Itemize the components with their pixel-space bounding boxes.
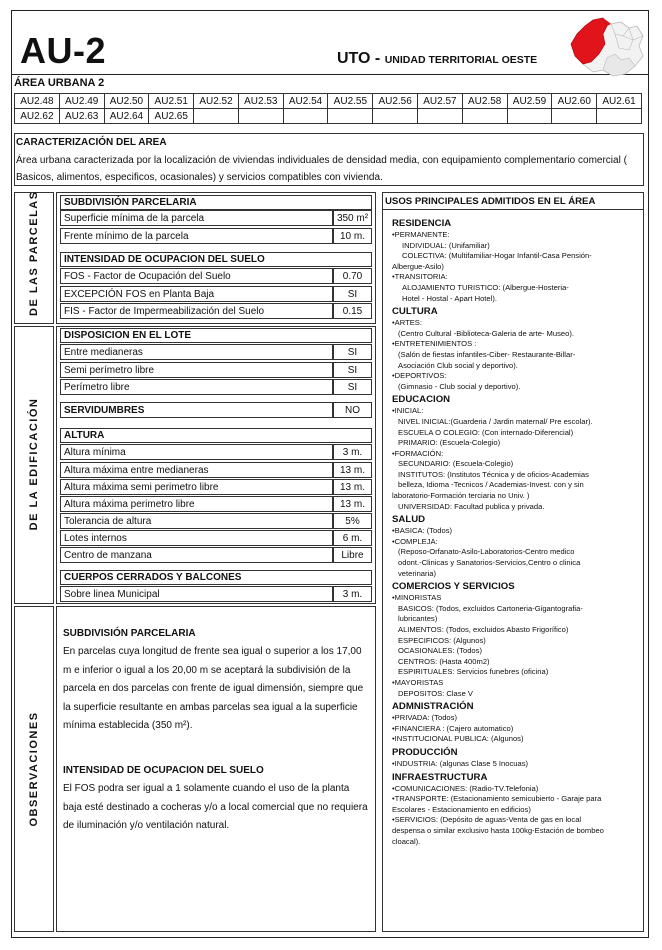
disposicion-header: DISPOSICION EN EL LOTE <box>60 328 372 343</box>
page-title: AU-2 <box>20 30 107 71</box>
usos-line: Hotel - Hostal - Apart Hotel). <box>402 293 497 303</box>
row-label: Superficie mínima de la parcela <box>60 210 333 226</box>
usos-category: SALUD <box>392 514 426 526</box>
row-value: SI <box>333 362 372 378</box>
usos-line: •COMUNICACIONES: (Radio-TV.Telefonia) <box>392 783 539 793</box>
usos-line: (Centro Cultural -Biblioteca-Galeria de arte- Museo). <box>398 328 574 338</box>
zone-code: AU2.62 <box>15 109 60 124</box>
zone-code: AU2.49 <box>59 94 104 109</box>
zone-code: AU2.58 <box>462 94 507 109</box>
zone-code: AU2.61 <box>597 94 642 109</box>
obs-subdivision-text: En parcelas cuya longitud de frente sea igual o superior a los 17,00 m e inferior o igual a los 20,00 m se aceptará la subdivisión de la parcela en dos parcelas con frente de igual dimensión, siempre que la superficie resultante en ambas parcelas sea igual a la superficie mínima establecida (350 m²). <box>63 646 364 731</box>
table-row <box>60 268 372 284</box>
usos-line: •SERVICIOS: (Depósito de aguas-Venta de gas en local <box>392 815 582 825</box>
usos-line: •MINORISTAS <box>392 593 442 603</box>
table-row <box>60 479 372 495</box>
usos-title-divider <box>382 209 644 210</box>
usos-line: •COMPLEJA: <box>392 536 438 546</box>
usos-line: INSTITUTOS: (Institutos Técnica y de oficios-Academias <box>398 469 589 479</box>
row-value: 0.70 <box>333 268 372 284</box>
subdivision-header: SUBDIVISIÓN PARCELARIA <box>60 195 372 210</box>
side-label-parcelas: DE LAS PARCELAS <box>28 190 40 316</box>
usos-category: PRODUCCIÓN <box>392 746 458 758</box>
row-label: Semi perímetro libre <box>60 362 333 378</box>
unit-code: UTO - <box>337 50 385 67</box>
zone-code: AU2.55 <box>328 94 373 109</box>
zone-code: AU2.51 <box>149 94 194 109</box>
side-label-observaciones: OBSERVACIONES <box>28 711 40 827</box>
usos-line: •DEPORTIVOS: <box>392 371 447 381</box>
usos-line: •TRANSITORIA: <box>392 272 448 282</box>
servidumbres-row <box>60 402 372 418</box>
row-value: 6 m. <box>333 530 372 546</box>
table-row <box>60 530 372 546</box>
row-value: 350 m² <box>333 210 372 226</box>
caracterizacion-title: CARACTERIZACIÓN DEL AREA <box>16 137 167 148</box>
row-label: Perímetro libre <box>60 379 333 395</box>
usos-line: odont.-Clinicas y Sanatorios-Servicios,Centro o clinica <box>398 558 581 568</box>
usos-category: COMERCIOS Y SERVICIOS <box>392 581 515 593</box>
row-label: Altura mínima <box>60 444 333 460</box>
usos-line: ESPECIFICOS: (Algunos) <box>398 635 486 645</box>
usos-line: Escolares - Estacionamiento en edificios) <box>392 804 531 814</box>
usos-line: NIVEL INICIAL:(Guarderia / Jardin maternal/ Pre escolar). <box>398 416 593 426</box>
row-value: SI <box>333 286 372 302</box>
zone-code: AU2.53 <box>238 94 283 109</box>
row-value: SI <box>333 379 372 395</box>
usos-line: PRIMARIO: (Escuela-Colegio) <box>398 438 501 448</box>
usos-line: ESPIRITUALES: Servicios funebres (oficina) <box>398 667 549 677</box>
usos-line: BASICOS: (Todos, excluidos Cartoneria-Gigantografia- <box>398 603 583 613</box>
row-label: SERVIDUMBRES <box>60 402 333 418</box>
zone-code: AU2.59 <box>507 94 552 109</box>
usos-line: CENTROS: (Hasta 400m2) <box>398 656 490 666</box>
empty-cell <box>283 109 328 124</box>
usos-line: •INDUSTRIA: (algunas Clase 5 Inocuas) <box>392 758 529 768</box>
empty-cell <box>194 109 239 124</box>
side-label-edificacion: DE LA EDIFICACIÓN <box>28 397 40 531</box>
usos-line: INDIVIDUAL: (Unifamiliar) <box>402 240 490 250</box>
row-label: Altura máxima semi perimetro libre <box>60 479 333 495</box>
usos-line: UNIVERSIDAD: Facultad publica y privada. <box>398 501 545 511</box>
unit-name: UNIDAD TERRITORIAL OESTE <box>384 54 538 66</box>
table-row <box>60 286 372 302</box>
usos-line: •PRIVADA: (Todos) <box>392 713 457 723</box>
row-label: FIS - Factor de Impermeabilización del Suelo <box>60 303 333 319</box>
usos-line: lubricantes) <box>398 614 438 624</box>
usos-line: •INSTITUCIONAL PUBLICA: (Algunos) <box>392 734 524 744</box>
usos-line: (Gimnasio - Club social y deportivo). <box>398 381 521 391</box>
empty-cell <box>418 109 463 124</box>
usos-line: •ARTES: <box>392 318 422 328</box>
row-label: EXCEPCIÓN FOS en Planta Baja <box>60 286 333 302</box>
usos-line: Albergue-Asilo) <box>392 261 444 271</box>
row-value: 3 m. <box>333 586 372 602</box>
location-map <box>563 14 647 78</box>
usos-line: laboratorio-Formación terciaria no Univ. ) <box>392 491 530 501</box>
row-label: Entre medianeras <box>60 344 333 360</box>
zone-code: AU2.54 <box>283 94 328 109</box>
usos-line: •INICIAL: <box>392 406 424 416</box>
usos-category: RESIDENCIA <box>392 218 452 229</box>
row-value: 13 m. <box>333 479 372 495</box>
intensidad-header: INTENSIDAD DE OCUPACION DEL SUELO <box>60 252 372 267</box>
zone-code: AU2.60 <box>552 94 597 109</box>
zone-code: AU2.63 <box>59 109 104 124</box>
empty-cell <box>238 109 283 124</box>
row-value: 13 m. <box>333 496 372 512</box>
table-row <box>60 496 372 512</box>
table-row <box>60 547 372 563</box>
usos-list <box>392 216 642 847</box>
table-row <box>60 344 372 360</box>
empty-cell <box>597 109 642 124</box>
table-row <box>60 303 372 319</box>
usos-line: COLECTIVA: (Multifamiliar-Hogar Infantil-Casa Pensión- <box>402 251 592 261</box>
usos-line: (Salón de fiestas infantiles-Ciber- Restaurante-Billar- <box>398 349 576 359</box>
row-value: SI <box>333 344 372 360</box>
area-label: ÁREA URBANA 2 <box>14 77 105 89</box>
altura-header: ALTURA <box>60 428 372 443</box>
empty-cell <box>328 109 373 124</box>
table-row <box>60 228 372 244</box>
row-label: FOS - Factor de Ocupación del Suelo <box>60 268 333 284</box>
zone-code: AU2.65 <box>149 109 194 124</box>
usos-category: ADMNISTRACIÓN <box>392 701 474 713</box>
usos-line: •PERMANENTE: <box>392 230 450 239</box>
usos-line: ALIMENTOS: (Todos, excluidos Abasto Frigorífico) <box>398 625 569 634</box>
row-value: NO <box>333 402 372 418</box>
table-row <box>60 362 372 378</box>
usos-line: •FINANCIERA : (Cajero automatico) <box>392 723 514 733</box>
usos-category: EDUCACION <box>392 394 451 406</box>
zone-codes-table <box>14 93 642 124</box>
zone-codes-row-2 <box>15 109 642 124</box>
usos-line: (Reposo-Orfanato-Asilo-Laboratorios-Centro medico <box>398 547 575 557</box>
obs-intensidad-heading: INTENSIDAD DE OCUPACION DEL SUELO <box>63 765 264 776</box>
usos-line: belleza, Idioma -Tecnicos / Academias-Invest. con y sin <box>398 480 584 490</box>
row-label: Lotes internos <box>60 530 333 546</box>
zone-code: AU2.56 <box>373 94 418 109</box>
usos-line: veterinaria) <box>398 568 436 578</box>
usos-line: •FORMACIÓN: <box>392 448 444 458</box>
empty-cell <box>507 109 552 124</box>
zone-code: AU2.52 <box>194 94 239 109</box>
row-label: Frente mínimo de la parcela <box>60 228 333 244</box>
cuerpos-header: CUERPOS CERRADOS Y BALCONES <box>60 570 372 585</box>
table-row <box>60 586 372 602</box>
usos-line: •MAYORISTAS <box>392 677 444 687</box>
usos-category: CULTURA <box>392 306 438 318</box>
caracterizacion-text: Área urbana caracterizada por la localización de viviendas individuales de densidad media, con equipamiento complementario comercial ( Basicos, alimentos, especificos, ocasionales) y servicios compatibles con vivienda. <box>16 155 627 183</box>
zone-code: AU2.50 <box>104 94 149 109</box>
table-row <box>60 210 372 226</box>
row-label: Altura máxima entre medianeras <box>60 462 333 478</box>
usos-title: USOS PRINCIPALES ADMITIDOS EN EL ÁREA <box>385 196 596 207</box>
obs-subdivision-heading: SUBDIVISIÓN PARCELARIA <box>63 628 196 639</box>
empty-cell <box>373 109 418 124</box>
usos-line: •TRANSPORTE: (Estacionamiento semicubierto - Garaje para <box>392 794 602 804</box>
zone-code: AU2.48 <box>15 94 60 109</box>
row-label: Sobre linea Municipal <box>60 586 333 602</box>
zone-code: AU2.57 <box>418 94 463 109</box>
table-row <box>60 444 372 460</box>
usos-line: Asociación Club social y deportivo). <box>398 360 518 370</box>
unit-title <box>337 50 537 68</box>
usos-line: DEPOSITOS: Clase V <box>398 688 473 698</box>
row-value: 10 m. <box>333 228 372 244</box>
row-label: Altura máxima perimetro libre <box>60 496 333 512</box>
zone-code: AU2.64 <box>104 109 149 124</box>
usos-category: INFRAESTRUCTURA <box>392 771 488 783</box>
row-value: 0.15 <box>333 303 372 319</box>
row-value: 3 m. <box>333 444 372 460</box>
row-value: Libre <box>333 547 372 563</box>
zone-codes-row-1 <box>15 94 642 109</box>
table-row <box>60 462 372 478</box>
row-label: Tolerancia de altura <box>60 513 333 529</box>
usos-line: ESCUELA O COLEGIO: (Con internado-Diferencial) <box>398 427 574 437</box>
row-label: Centro de manzana <box>60 547 333 563</box>
usos-line: •ENTRETENIMIENTOS : <box>392 339 477 349</box>
usos-line: ALOJAMIENTO TURISTICO: (Albergue-Hosteria- <box>402 282 569 292</box>
row-value: 5% <box>333 513 372 529</box>
empty-cell <box>462 109 507 124</box>
usos-line: cloacal). <box>392 836 421 846</box>
header-divider <box>11 74 649 75</box>
usos-line: despensa o similar exclusivo hasta 100kg-Estación de bombeo <box>392 825 604 835</box>
row-value: 13 m. <box>333 462 372 478</box>
empty-cell <box>552 109 597 124</box>
usos-line: SECUNDARIO: (Escuela-Colegio) <box>398 459 514 469</box>
table-row <box>60 513 372 529</box>
usos-line: OCASIONALES: (Todos) <box>398 646 482 656</box>
usos-line: •BASICA: (Todos) <box>392 526 453 536</box>
table-row <box>60 379 372 395</box>
obs-intensidad-text: El FOS podra ser igual a 1 solamente cuando el uso de la planta baja esté destinado a cocheras y/o a local comercial que no requiera de iluminación y/o ventilación natural. <box>63 783 368 831</box>
